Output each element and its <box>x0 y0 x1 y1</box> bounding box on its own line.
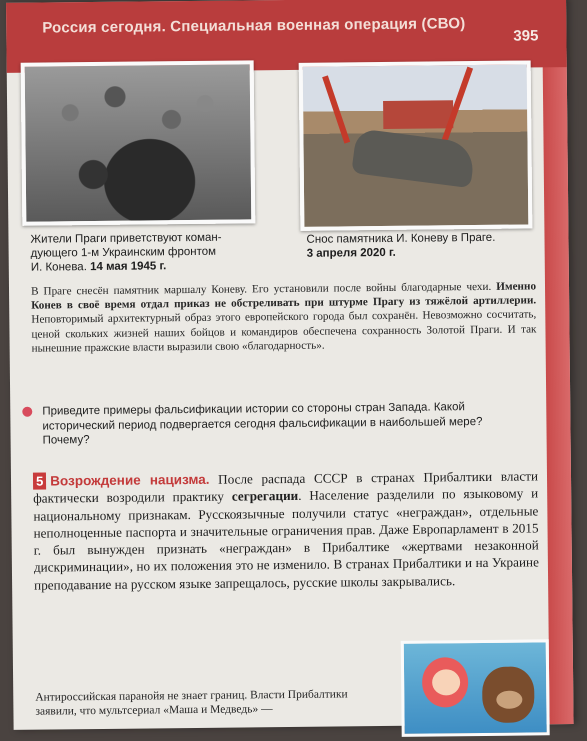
caption-line: Снос памятника И. Коневу в Праге. <box>306 231 496 246</box>
paragraph-bold: Именно Конев в своё время отдал приказ не обстреливать при штурме Прагу из тяжёлой артиллерии. <box>31 280 537 312</box>
figure-caption-1 <box>30 230 250 274</box>
question-bullet-icon <box>22 407 32 417</box>
paragraph-text: В Праге снесён памятник маршалу Коневу. Его установили после войны благодарные чехи. <box>30 280 497 298</box>
question-text: Приведите примеры фальсификации истории со стороны стран Запада. Какой исторический период подвергается сегодня фальсификации в наибольшей мере? Почему? <box>42 401 483 447</box>
caption-text: И. Конева. <box>30 261 91 274</box>
section-bold: сегрегации <box>231 488 299 504</box>
section-text: После распада СССР в странах Прибалтики власти фактически возродили практику <box>33 468 539 506</box>
bottom-paragraph: Антироссийская паранойя не знает границ. Власти Прибалтики заявили, что мультсериал «Маша и Медведь» — <box>35 688 348 718</box>
section-title: Возрождение нацизма. <box>50 471 210 489</box>
section-5 <box>33 467 539 593</box>
crane-arm-left <box>322 75 350 143</box>
masha-face <box>432 669 460 695</box>
figure-caption-2 <box>306 230 526 260</box>
prague-paragraph <box>31 279 537 355</box>
caption-date: 3 апреля 2020 г. <box>306 246 396 260</box>
caption-line <box>31 258 251 274</box>
section-number: 5 <box>33 473 46 490</box>
caption-line: Жители Праги приветствуют коман- <box>30 231 222 246</box>
caption-date: 14 мая 1945 г. <box>89 260 167 274</box>
building-shape <box>383 100 453 129</box>
page-number: 395 <box>513 27 539 45</box>
fallen-monument <box>351 128 476 188</box>
photo-prague-1945 <box>21 60 256 225</box>
textbook-page <box>6 0 574 730</box>
page-edge <box>542 0 574 724</box>
question-block <box>42 399 527 448</box>
photo-monument-removal <box>299 60 533 230</box>
paragraph-text: Неповторимый архитектурный образ этого европейского города был сохранён. Невозможно сосчитать, ценой скольких жизней наших бойцов и командиров обеспечена сохранность Золотой Праги. И так нынешние пражские власти выразили свою «благодарность». <box>31 308 537 355</box>
section-text: . Население разделили по языковому и национальному признакам. Русскоязычные получили статус «неграждан», отдельные неполноценные паспорта и значительные ограничения прав. Даже Европарламент в 2015 г. был вынужден признать «неграждан» в Прибалтике «жертвами незаконной дискриминации», но их положения это не изменило. В странах Прибалтики и на Украине преподавание на русском языке запрещалось, русские школы закрывались. <box>33 485 539 593</box>
caption-line: дующего 1-м Украинским фронтом <box>30 245 217 260</box>
photo-masha-and-bear <box>401 639 550 737</box>
chapter-title: Россия сегодня. Специальная военная операция (СВО) <box>42 15 466 37</box>
